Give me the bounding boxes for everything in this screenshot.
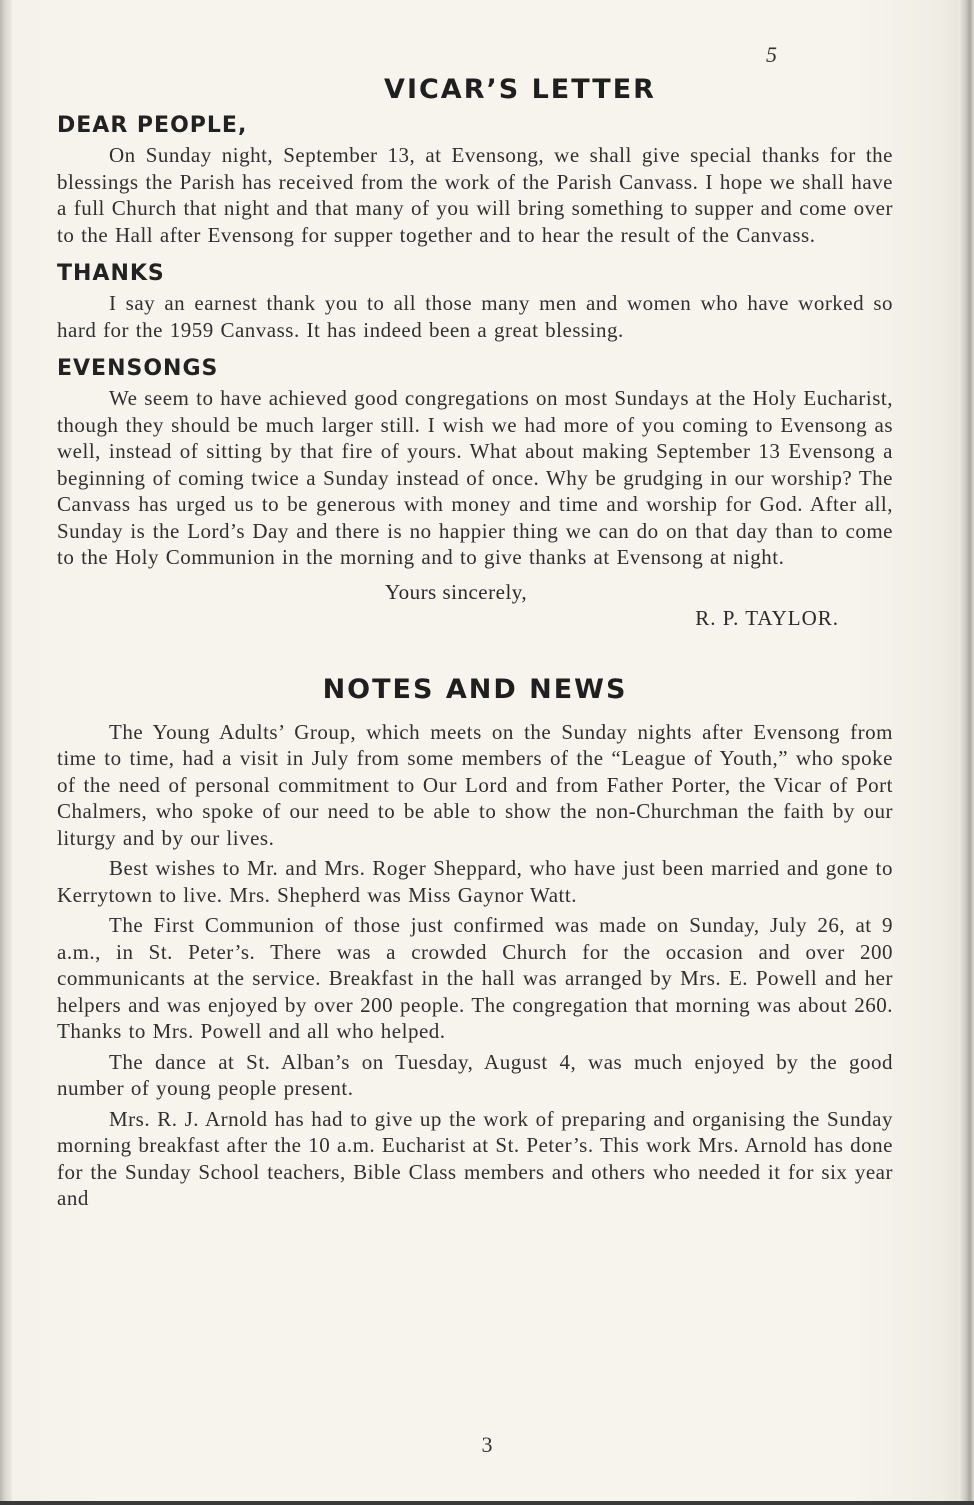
- page-content: [57, 70, 893, 1216]
- section-thanks: [57, 258, 893, 343]
- page-bottom-edge: [0, 1501, 974, 1505]
- section-dear-people: [57, 110, 893, 248]
- page-number: 3: [481, 1432, 493, 1457]
- section-body: We seem to have achieved good congregations on most Sundays at the Holy Eucharist, though they should be much larger still. I wish we had more of you coming to Evensong as well, instead of sitting by that fire of yours. What about making September 13 Evensong a beginning of coming twice a Sunday instead of once. Why be grudging in our worship? The Canvass has urged us to be generous with money and time and worship for God. After all, Sunday is the Lord’s Day and there is no happier thing we can do on that day than to come to the Holy Communion in the morning and to give thanks at Evensong at night.: [57, 386, 893, 569]
- news-paragraph: The Young Adults’ Group, which meets on the Sunday nights after Evensong from time to time, had a visit in July from some members of the “League of Youth,” who spoke of the need of personal commitment to Our Lord and from Father Porter, the Vicar of Port Chalmers, who spoke of our need to be able to show the non-Churchman the faith by our liturgy and by our lives.: [57, 719, 893, 850]
- letter-signature: R. P. TAYLOR.: [695, 605, 839, 630]
- section-evensongs: [57, 353, 893, 571]
- letter-closing: Yours sincerely,: [385, 579, 528, 604]
- news-paragraph: The dance at St. Alban’s on Tuesday, August 4, was much enjoyed by the good number of young people present.: [57, 1049, 893, 1100]
- page-binding-shadow: [0, 0, 12, 1505]
- notes-and-news-title: NOTES AND NEWS: [322, 673, 628, 705]
- section-body: I say an earnest thank you to all those many men and women who have worked so hard for the 1959 Canvass. It has indeed been a great blessing.: [57, 291, 893, 342]
- section-heading: DEAR PEOPLE,: [57, 113, 248, 138]
- vicars-letter-title: VICAR’S LETTER: [384, 74, 656, 105]
- section-heading: THANKS: [57, 261, 165, 286]
- news-paragraph: Best wishes to Mr. and Mrs. Roger Sheppard, who have just been married and gone to Kerrytown to live. Mrs. Shepherd was Miss Gaynor Watt.: [57, 856, 893, 907]
- page-edge: [958, 0, 974, 1505]
- news-paragraph: The First Communion of those just confirmed was made on Sunday, July 26, at 9 a.m., in St. Peter’s. There was a crowded Church for the occasion and over 200 communicants at the service. Breakfast in the hall was arranged by Mrs. E. Powell and her helpers and was enjoyed by over 200 people. The congregation that morning was about 260. Thanks to Mrs. Powell and all who helped.: [57, 913, 893, 1043]
- section-body: On Sunday night, September 13, at Evensong, we shall give special thanks for the blessings the Parish has received from the work of the Parish Canvass. I hope we shall have a full Church that night and that many of you will bring something to supper and come over to the Hall after Evensong for supper together and to hear the result of the Canvass.: [57, 143, 893, 247]
- news-paragraph: Mrs. R. J. Arnold has had to give up the work of preparing and organising the Sunday morning breakfast after the 10 a.m. Eucharist at St. Peter’s. This work Mrs. Arnold has done for the Sunday School teachers, Bible Class members and others who needed it for six year and: [57, 1106, 893, 1210]
- handwritten-page-mark: 5: [766, 42, 777, 67]
- section-heading: EVENSONGS: [57, 356, 219, 381]
